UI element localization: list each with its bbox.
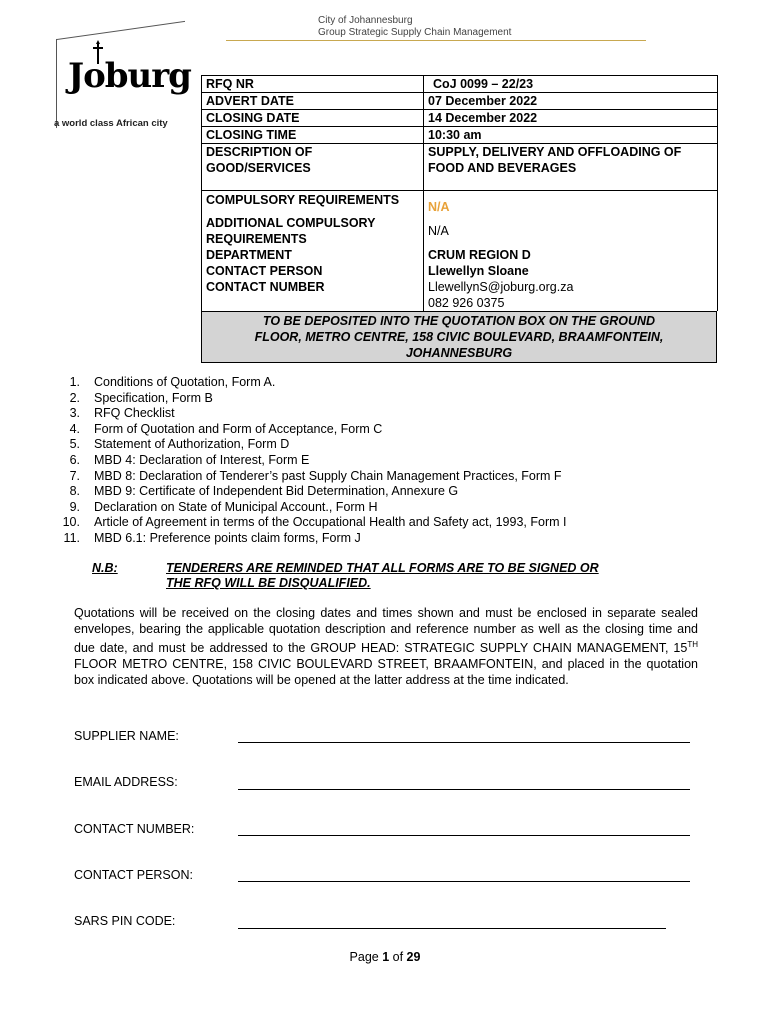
table-row — [202, 263, 718, 279]
header-department: Group Strategic Supply Chain Management — [318, 27, 512, 38]
table-value — [424, 191, 718, 216]
table-label: CLOSING TIME — [202, 127, 424, 144]
nb-warning: TENDERERS ARE REMINDED THAT ALL FORMS ARE TO BE SIGNED OR THE RFQ WILL BE DISQUALIFIED. — [166, 561, 599, 590]
table-label: ADVERT DATE — [202, 93, 424, 110]
table-row — [202, 76, 718, 93]
list-item: 4. Form of Quotation and Form of Acceptance, Form C — [69, 421, 383, 436]
table-label: CLOSING DATE — [202, 110, 424, 127]
contact-number-field[interactable] — [238, 835, 690, 836]
supplier-name-label: SUPPLIER NAME: — [74, 729, 179, 743]
table-label: DESCRIPTION OF GOOD/SERVICES — [202, 144, 424, 191]
list-item: 11. MBD 6.1: Preference points claim forms, Form J — [63, 530, 361, 545]
joburg-logo — [54, 16, 194, 129]
table-label: COMPULSORY REQUIREMENTS — [202, 191, 424, 216]
email-address-label: EMAIL ADDRESS: — [74, 775, 178, 789]
na-value: N/A — [428, 200, 450, 214]
table-value: 07 December 2022 — [424, 93, 718, 110]
table-value: SUPPLY, DELIVERY AND OFFLOADING OF FOOD AND BEVERAGES — [424, 144, 718, 191]
table-row — [202, 215, 718, 247]
list-item: 9. Declaration on State of Municipal Account., Form H — [69, 499, 378, 514]
logo-wordmark: Joburg — [68, 56, 191, 96]
nb-label: N.B: — [92, 561, 118, 575]
table-value: Llewellyn Sloane — [424, 263, 718, 279]
table-label: CONTACT PERSON — [202, 263, 424, 279]
logo-tagline: a world class African city — [54, 118, 168, 129]
table-label: DEPARTMENT — [202, 247, 424, 263]
list-item: 5. Statement of Authorization, Form D — [69, 437, 290, 452]
table-value — [424, 279, 718, 311]
email-address-field[interactable] — [238, 789, 690, 790]
list-item: 2. Specification, Form B — [69, 390, 213, 405]
table-row — [202, 191, 718, 216]
list-item: 7. MBD 8: Declaration of Tenderer’s past Supply Chain Management Practices, Form F — [69, 468, 562, 483]
page-number: Page 1 of 29 — [349, 950, 421, 964]
supplier-name-field[interactable] — [238, 742, 690, 743]
table-row — [202, 144, 718, 191]
list-item: 3. RFQ Checklist — [69, 406, 175, 421]
contact-phone: 082 926 0375 — [428, 296, 505, 310]
instructions-paragraph: Quotations will be received on the closing dates and times shown and must be enclosed in separate sealed envelopes, bearing the applicable quotation description and reference number as well as the closing time and due date, and must be addressed to the GROUP HEAD: STRATEGIC SUPPLY CHAIN MANAGEMENT, 15TH FLOOR METRO CENTRE, 158 CIVIC BOULEVARD STREET, BRAAMFONTEIN, and placed in the quotation box indicated above. Quotations will be opened at the latter address at the time indicated. — [74, 606, 698, 688]
list-item: 1. Conditions of Quotation, Form A. — [69, 375, 276, 389]
table-label: RFQ NR — [202, 76, 424, 93]
header-rule — [226, 40, 646, 41]
contact-person-field[interactable] — [238, 881, 690, 882]
table-value: N/A — [424, 215, 718, 247]
table-value: 10:30 am — [424, 127, 718, 144]
table-row — [202, 127, 718, 144]
sars-pin-label: SARS PIN CODE: — [74, 914, 176, 928]
table-row — [202, 247, 718, 263]
rfq-info-table — [201, 75, 717, 363]
header-org-name: City of Johannesburg — [318, 15, 413, 26]
table-value: 14 December 2022 — [424, 110, 718, 127]
table-row — [202, 93, 718, 110]
list-item: 6. MBD 4: Declaration of Interest, Form E — [69, 452, 310, 467]
sars-pin-field[interactable] — [238, 928, 666, 929]
contact-email: LlewellynS@joburg.org.za — [428, 280, 574, 294]
contact-number-label: CONTACT NUMBER: — [74, 822, 195, 836]
contact-person-label: CONTACT PERSON: — [74, 868, 193, 882]
forms-list — [40, 375, 700, 547]
table-value: CoJ 0099 – 22/23 — [424, 76, 718, 93]
list-item: 8. MBD 9: Certificate of Independent Bid Determination, Annexure G — [69, 484, 459, 499]
table-label: ADDITIONAL COMPULSORY REQUIREMENTS — [202, 215, 424, 247]
table-value: CRUM REGION D — [424, 247, 718, 263]
deposit-note: TO BE DEPOSITED INTO THE QUOTATION BOX ON THE GROUND FLOOR, METRO CENTRE, 158 CIVIC BOULEVARD, BRAAMFONTEIN, JOHANNESBURG — [201, 311, 717, 363]
list-item: 10. Article of Agreement in terms of the Occupational Health and Safety act, 1993, Form I — [62, 515, 567, 530]
table-label: CONTACT NUMBER — [202, 279, 424, 311]
table-row — [202, 279, 718, 311]
table-row — [202, 110, 718, 127]
